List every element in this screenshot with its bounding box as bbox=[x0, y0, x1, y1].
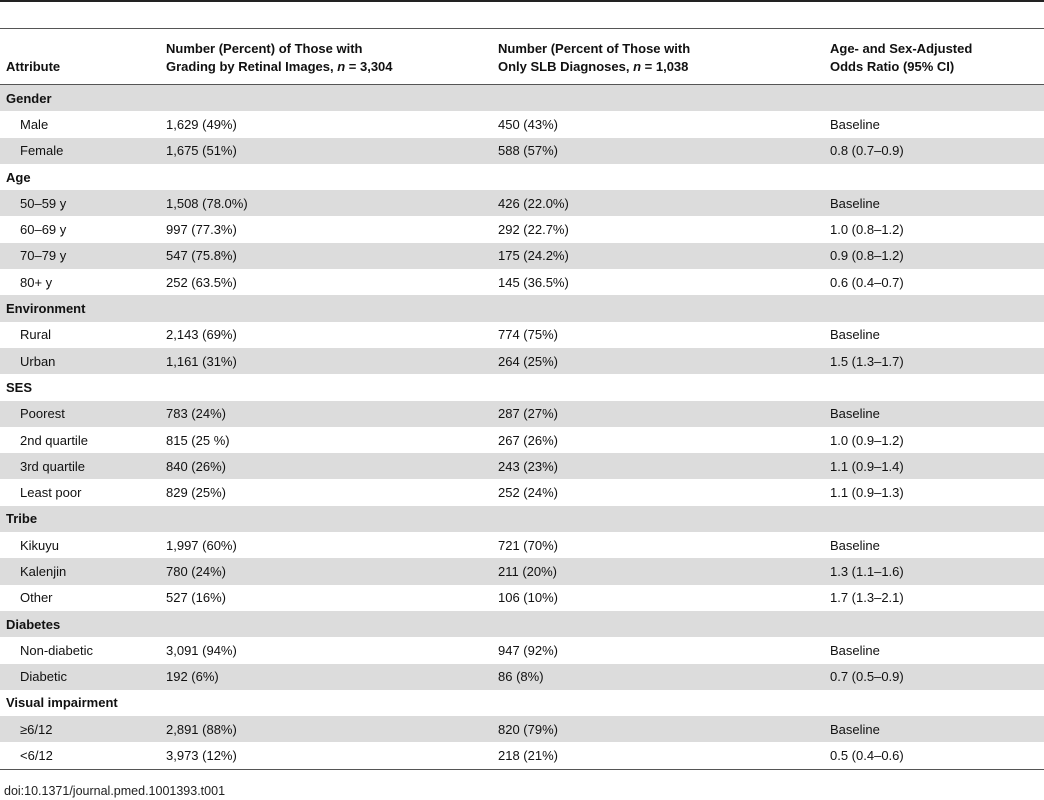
row-odds-ratio: Baseline bbox=[830, 195, 880, 211]
row-attribute: <6/12 bbox=[20, 748, 53, 764]
row-odds-ratio: 1.5 (1.3–1.7) bbox=[830, 353, 904, 369]
row-slb-count: 267 (26%) bbox=[498, 432, 558, 448]
row-attribute: 80+ y bbox=[20, 274, 53, 290]
row-slb-count: 588 (57%) bbox=[498, 143, 558, 159]
row-retinal-count: 547 (75.8%) bbox=[166, 248, 237, 264]
table-row bbox=[0, 190, 1044, 216]
table-row bbox=[0, 348, 1044, 374]
row-attribute: Diabetic bbox=[20, 669, 67, 685]
row-slb-count: 292 (22.7%) bbox=[498, 222, 569, 238]
row-odds-ratio: Baseline bbox=[830, 406, 880, 422]
row-slb-count: 774 (75%) bbox=[498, 327, 558, 343]
row-attribute: Poorest bbox=[20, 406, 65, 422]
row-attribute: Kalenjin bbox=[20, 563, 67, 579]
table-row bbox=[0, 401, 1044, 427]
header-slb-line2 bbox=[498, 58, 830, 76]
row-retinal-count: 2,891 (88%) bbox=[166, 721, 237, 737]
row-attribute: Least poor bbox=[20, 485, 82, 501]
row-retinal-count: 192 (6%) bbox=[166, 669, 219, 685]
group-row bbox=[0, 164, 1044, 190]
row-retinal-count: 252 (63.5%) bbox=[166, 274, 237, 290]
table-row bbox=[0, 664, 1044, 690]
header-odds-line1: Age- and Sex-Adjusted bbox=[830, 41, 973, 56]
header-slb-suffix: = 1,038 bbox=[641, 59, 689, 74]
row-attribute: Kikuyu bbox=[20, 537, 60, 553]
table-row bbox=[0, 427, 1044, 453]
row-retinal-count: 815 (25 %) bbox=[166, 432, 230, 448]
row-odds-ratio: Baseline bbox=[830, 537, 880, 553]
row-odds-ratio: Baseline bbox=[830, 642, 880, 658]
row-retinal-count: 1,161 (31%) bbox=[166, 353, 237, 369]
table-row bbox=[0, 479, 1044, 505]
header-retinal-suffix: = 3,304 bbox=[345, 59, 393, 74]
row-slb-count: 175 (24.2%) bbox=[498, 248, 569, 264]
header-slb-n: n bbox=[633, 59, 642, 74]
row-slb-count: 264 (25%) bbox=[498, 353, 558, 369]
row-slb-count: 211 (20%) bbox=[498, 563, 558, 579]
row-retinal-count: 1,508 (78.0%) bbox=[166, 195, 248, 211]
top-rule bbox=[0, 0, 1044, 2]
row-retinal-count: 3,973 (12%) bbox=[166, 748, 237, 764]
group-label: Age bbox=[6, 169, 31, 185]
row-slb-count: 426 (22.0%) bbox=[498, 195, 569, 211]
header-slb-line1: Number (Percent of Those with bbox=[498, 41, 691, 56]
row-odds-ratio: Baseline bbox=[830, 116, 880, 132]
row-slb-count: 721 (70%) bbox=[498, 537, 558, 553]
group-label: SES bbox=[6, 379, 33, 395]
row-retinal-count: 783 (24%) bbox=[166, 406, 226, 422]
row-attribute: ≥6/12 bbox=[20, 721, 53, 737]
table-row bbox=[0, 637, 1044, 663]
row-retinal-count: 1,629 (49%) bbox=[166, 116, 237, 132]
table-row bbox=[0, 269, 1044, 295]
row-slb-count: 106 (10%) bbox=[498, 590, 558, 606]
row-slb-count: 820 (79%) bbox=[498, 721, 558, 737]
row-odds-ratio: 1.1 (0.9–1.4) bbox=[830, 458, 904, 474]
table-row bbox=[0, 453, 1044, 479]
header-odds-ratio bbox=[830, 40, 1044, 76]
row-attribute: Other bbox=[20, 590, 53, 606]
header-slb-diagnoses bbox=[498, 40, 830, 76]
row-slb-count: 252 (24%) bbox=[498, 485, 558, 501]
group-label: Diabetes bbox=[6, 616, 61, 632]
group-label: Visual impairment bbox=[6, 695, 118, 711]
table-row bbox=[0, 243, 1044, 269]
row-odds-ratio: 0.5 (0.4–0.6) bbox=[830, 748, 904, 764]
row-attribute: Male bbox=[20, 116, 49, 132]
row-slb-count: 287 (27%) bbox=[498, 406, 558, 422]
header-retinal-prefix: Grading by Retinal Images, bbox=[166, 59, 338, 74]
table-row bbox=[0, 111, 1044, 137]
table-bottom-rule bbox=[0, 769, 1044, 770]
header-odds-line2: Odds Ratio (95% CI) bbox=[830, 59, 955, 74]
group-row bbox=[0, 690, 1044, 716]
table-row bbox=[0, 558, 1044, 584]
table-row bbox=[0, 742, 1044, 768]
row-odds-ratio: 1.3 (1.1–1.6) bbox=[830, 563, 904, 579]
row-retinal-count: 527 (16%) bbox=[166, 590, 226, 606]
row-attribute: Urban bbox=[20, 353, 56, 369]
row-odds-ratio: Baseline bbox=[830, 721, 880, 737]
header-retinal-n: n bbox=[337, 59, 346, 74]
row-odds-ratio: 0.8 (0.7–0.9) bbox=[830, 143, 904, 159]
row-slb-count: 243 (23%) bbox=[498, 458, 558, 474]
group-row bbox=[0, 374, 1044, 400]
row-attribute: Rural bbox=[20, 327, 52, 343]
row-odds-ratio: 1.1 (0.9–1.3) bbox=[830, 485, 904, 501]
row-odds-ratio: Baseline bbox=[830, 327, 880, 343]
group-label: Gender bbox=[6, 90, 52, 106]
row-attribute: 2nd quartile bbox=[20, 432, 88, 448]
row-retinal-count: 1,997 (60%) bbox=[166, 537, 237, 553]
doi-citation: doi:10.1371/journal.pmed.1001393.t001 bbox=[4, 784, 226, 798]
table-row bbox=[0, 138, 1044, 164]
row-retinal-count: 1,675 (51%) bbox=[166, 143, 237, 159]
header-attribute: Attribute bbox=[6, 59, 61, 74]
row-slb-count: 218 (21%) bbox=[498, 748, 558, 764]
group-row bbox=[0, 611, 1044, 637]
row-retinal-count: 780 (24%) bbox=[166, 563, 226, 579]
row-retinal-count: 829 (25%) bbox=[166, 485, 226, 501]
group-row bbox=[0, 85, 1044, 111]
group-label: Environment bbox=[6, 301, 86, 317]
group-row bbox=[0, 506, 1044, 532]
table-header bbox=[0, 29, 1044, 85]
table-row bbox=[0, 216, 1044, 242]
row-slb-count: 145 (36.5%) bbox=[498, 274, 569, 290]
table-row bbox=[0, 585, 1044, 611]
table-row bbox=[0, 716, 1044, 742]
header-retinal-images bbox=[166, 40, 498, 76]
data-table bbox=[0, 28, 1044, 770]
header-retinal-line2 bbox=[166, 58, 498, 76]
table-row bbox=[0, 322, 1044, 348]
row-slb-count: 450 (43%) bbox=[498, 116, 558, 132]
table-row bbox=[0, 532, 1044, 558]
row-odds-ratio: 0.6 (0.4–0.7) bbox=[830, 274, 904, 290]
row-odds-ratio: 1.0 (0.8–1.2) bbox=[830, 222, 904, 238]
table-body bbox=[0, 85, 1044, 769]
row-odds-ratio: 1.7 (1.3–2.1) bbox=[830, 590, 904, 606]
row-retinal-count: 2,143 (69%) bbox=[166, 327, 237, 343]
row-attribute: Non-diabetic bbox=[20, 642, 93, 658]
row-slb-count: 947 (92%) bbox=[498, 642, 558, 658]
group-row bbox=[0, 295, 1044, 321]
group-label: Tribe bbox=[6, 511, 38, 527]
row-odds-ratio: 0.9 (0.8–1.2) bbox=[830, 248, 904, 264]
row-odds-ratio: 0.7 (0.5–0.9) bbox=[830, 669, 904, 685]
row-attribute: 3rd quartile bbox=[20, 458, 86, 474]
row-retinal-count: 997 (77.3%) bbox=[166, 222, 237, 238]
row-attribute: 50–59 y bbox=[20, 195, 67, 211]
row-attribute: 60–69 y bbox=[20, 222, 67, 238]
row-retinal-count: 840 (26%) bbox=[166, 458, 226, 474]
row-retinal-count: 3,091 (94%) bbox=[166, 642, 237, 658]
row-slb-count: 86 (8%) bbox=[498, 669, 544, 685]
row-attribute: 70–79 y bbox=[20, 248, 67, 264]
row-attribute: Female bbox=[20, 143, 64, 159]
header-retinal-line1: Number (Percent) of Those with bbox=[166, 41, 363, 56]
header-slb-prefix: Only SLB Diagnoses, bbox=[498, 59, 634, 74]
row-odds-ratio: 1.0 (0.9–1.2) bbox=[830, 432, 904, 448]
